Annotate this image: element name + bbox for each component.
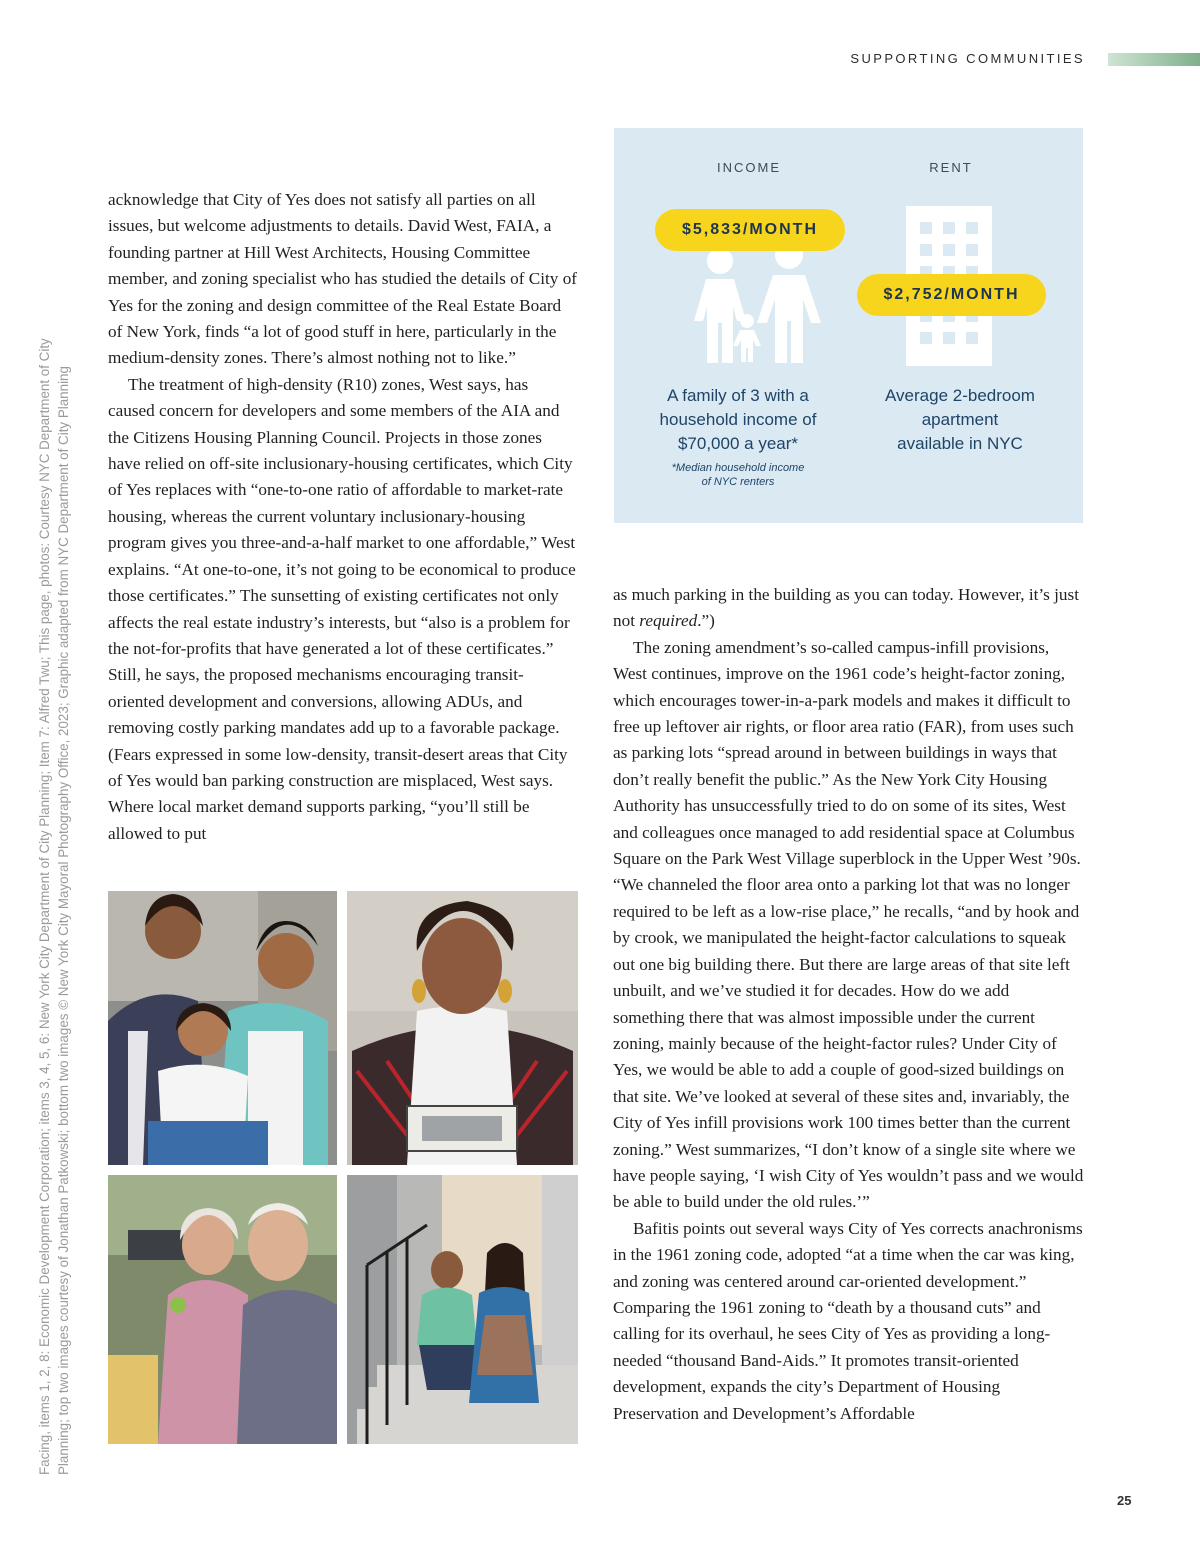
paragraph-text: as much parking in the building as you can today. However, it’s just not bbox=[613, 585, 1079, 631]
income-description-line: $70,000 a year* bbox=[677, 434, 799, 453]
paragraph: The treatment of high-density (R10) zones, West says, has caused concern for developers and some members of the AIA and the Citizens Housing Planning Council. Projects in those zones have relied on off-site inclusionary-housing certificates, which City of Yes replaces with “one-to-one ratio of affordable to market-rate housing, whereas the current voluntary inclusionary-housing program gives you three-and-a-half market to one affordable,” West explains. “At one-to-one, it’s not going to be economical to produce those certificates.” The sunsetting of existing certificates not only affects the real estate industry’s interests, but “also is a problem for the not-for-profits that have generated a lot of these certificates.” Still, he says, the proposed mechanisms encouraging transit-oriented development and conversions, allowing ADUs, and removing costly parking mandates add up to a favorable package. (Fears expressed in some low-density, transit-desert areas that City of Yes would ban parking construction are misplaced, West says. Where local market demand supports parking, “you’ll still be allowed to put bbox=[108, 374, 576, 843]
market-shoppers-photo bbox=[108, 1175, 337, 1444]
paragraph: acknowledge that City of Yes does not satisfy all parties on all issues, but welcome adjustments to details. David West, FAIA, a founding partner at Hill West Architects, Housing Committee member, and zoning specialist who has studied the details of City of Yes for the zoning and design committee of the Real Estate Board of New York, finds “a lot of good stuff in here, particularly in the medium-density zones. There’s almost nothing not to like.” bbox=[108, 190, 578, 368]
couple-on-stoop-photo bbox=[347, 1175, 578, 1444]
rent-label: RENT bbox=[929, 160, 973, 175]
income-label: INCOME bbox=[717, 160, 781, 175]
paragraph-text: .”) bbox=[697, 611, 715, 631]
article-left-column bbox=[108, 187, 578, 847]
income-rent-infographic bbox=[614, 128, 1083, 523]
paragraph: Bafitis points out several ways City of Yes corrects anachronisms in the 1961 zoning code, adopted “at a time when the car was king, and zoning was centered around car-oriented development.” Comparing the 1961 zoning to “death by a thousand cuts” and calling for its overhaul, he sees City of Yes as providing a long-needed “thousand Band-Aids.” It promotes transit-oriented development, expands the city’s Department of Housing Preservation and Development’s Affordable bbox=[613, 1218, 1083, 1423]
paragraph bbox=[613, 582, 1085, 635]
photo-credits-line-2: Planning; top two images courtesy of Jonathan Patkowski; bottom two images © New York City Mayoral Photography Office, 2023; Graphic adapted from NYC Department of City Planning bbox=[55, 366, 71, 1475]
photo-credits bbox=[36, 205, 73, 1475]
family-portrait-photo bbox=[108, 891, 337, 1165]
income-footnote bbox=[638, 461, 838, 489]
emphasis-text: required bbox=[639, 611, 698, 631]
income-description-line: household income of bbox=[659, 410, 817, 429]
page-number: 25 bbox=[1117, 1493, 1132, 1508]
rent-description bbox=[860, 384, 1060, 456]
family-icon bbox=[672, 233, 832, 368]
section-header: SUPPORTING COMMUNITIES bbox=[850, 51, 1085, 66]
rent-description-line: Average 2-bedroom bbox=[885, 386, 1035, 405]
income-footnote-line: *Median household income bbox=[671, 462, 805, 474]
rent-description-line: apartment bbox=[921, 410, 999, 429]
paragraph: The zoning amendment’s so-called campus-infill provisions, West continues, improve on the 1961 code’s height-factor zoning, which encourages tower-in-a-park models and makes it difficult to free up leftover air rights, or floor area ratio (FAR), from uses such as parking lots “spread around in between buildings in ways that don’t really benefit the public.” As the New York City Housing Authority has unsuccessfully tried to do on some of its sites, West and colleagues once managed to add residential space at Columbus Square on the Park West Village superblock in the Upper West ’90s. “We channeled the floor area onto a parking lot that was no longer required to be left as a low-rise place,” he recalls, “and by hook and by crook, we manipulated the height-factor calculations to squeak out one big building there. But there are large areas of that site left unbuilt, and we’ve studied it for decades. How do we add something there that was almost impossible under the current zoning, mainly because of the height-factor rules? Under City of Yes, we would be able to add a couple of good-sized buildings on that site. We’ve looked at several of these sites and, invariably, the City of Yes infill provisions work 100 times better than the current zoning.” West summarizes, “I don’t know of a single site where we have people saying, ‘I wish City of Yes wouldn’t pass and we would be able to build under the old rules.’” bbox=[613, 637, 1084, 1212]
income-description-line: A family of 3 with a bbox=[667, 386, 809, 405]
income-description bbox=[638, 384, 838, 456]
header-accent-bar bbox=[1108, 53, 1200, 66]
article-right-column bbox=[613, 582, 1085, 1427]
rent-description-line: available in NYC bbox=[897, 434, 1023, 453]
rent-value-badge: $2,752/MONTH bbox=[857, 274, 1046, 316]
income-value-badge: $5,833/MONTH bbox=[655, 209, 845, 251]
woman-portrait-photo bbox=[347, 891, 578, 1165]
income-footnote-line: of NYC renters bbox=[701, 476, 775, 488]
photo-credits-line-1: Facing, items 1, 2, 8: Economic Development Corporation; items 3, 4, 5, 6: New York City Department of City Planning; Item 7: Alfred Twu; This page, photos: Courtesy NYC Department of City bbox=[37, 338, 52, 1475]
